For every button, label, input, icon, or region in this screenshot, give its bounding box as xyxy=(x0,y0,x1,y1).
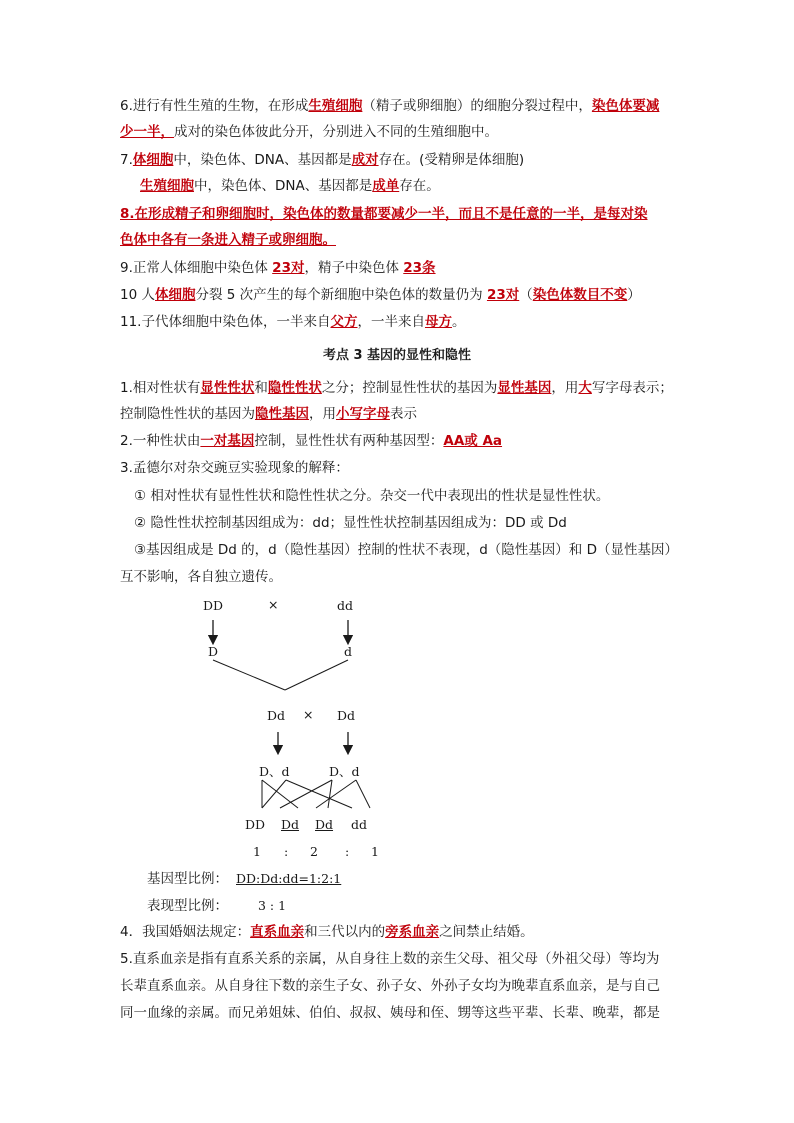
parent-genotype-2: dd xyxy=(337,598,354,613)
text: 4．我国婚姻法规定： xyxy=(120,924,251,940)
gamete-line xyxy=(262,780,286,808)
text: ，用 xyxy=(551,380,579,396)
genotype-ratio xyxy=(147,869,341,889)
text: 10 人 xyxy=(120,287,155,303)
text: 写字母表示； xyxy=(591,380,673,396)
highlight-term: 旁系血亲 xyxy=(385,924,440,940)
gamete-2: d xyxy=(344,644,353,659)
ratio-value: 1 xyxy=(371,844,379,859)
text: 控制，显性性状有两种基因型： xyxy=(254,433,444,449)
gamete-line xyxy=(262,780,298,808)
highlight-term: 父方 xyxy=(330,314,358,330)
text: 中，染色体、DNA、基因都是 xyxy=(194,178,373,194)
text: 表示 xyxy=(390,406,417,422)
highlight-term: 隐性基因 xyxy=(255,406,309,422)
highlight-term: 生殖细胞 xyxy=(308,98,363,114)
offspring-genotype: DD xyxy=(245,817,266,832)
item-8-cont: 色体中各有一条进入精子或卵细胞。 xyxy=(120,232,336,248)
highlight-term: 隐性性状 xyxy=(267,380,322,396)
text: （精子或卵细胞）的细胞分裂过程中， xyxy=(362,98,592,114)
text: 1.相对性状有 xyxy=(120,380,201,396)
text: 6.进行有性生殖的生物，在形成 xyxy=(120,98,309,114)
gamete-line xyxy=(316,780,356,808)
text: 存在。(受精卵是体细胞) xyxy=(378,152,525,168)
highlight-term: 显性基因 xyxy=(497,380,552,396)
point-3-item-3: ③基因组成是 Dd 的，d（隐性基因）控制的性状不表现，d（隐性基因）和 D（显性基因） xyxy=(134,542,678,558)
text: 之间禁止结婚。 xyxy=(439,924,534,940)
genotype-ratio-value: DD:Dd:dd=1:2:1 xyxy=(236,871,342,886)
highlight-term: 成对 xyxy=(351,152,379,168)
text: ，一半来自 xyxy=(357,314,425,330)
f1-genotype-2: Dd xyxy=(337,708,356,723)
highlight-term: 成单 xyxy=(372,178,400,194)
label: 表现型比例： xyxy=(147,898,228,914)
highlight-term: AA或 Aa xyxy=(443,433,503,449)
highlight-term: 23对 xyxy=(272,260,305,276)
gamete-line xyxy=(356,780,370,808)
text: （ xyxy=(519,287,533,303)
highlight-term: 少一半， xyxy=(120,124,174,140)
text: 分裂 5 次产生的每个新细胞中染色体的数量仍为 xyxy=(195,287,487,303)
highlight-term: 生殖细胞 xyxy=(140,178,194,194)
cross-symbol: × xyxy=(268,597,279,612)
offspring-genotype: dd xyxy=(351,817,368,832)
point-5-cont-1: 长辈直系血亲。从自身往下数的亲生子女、孙子女、外孙子女均为晚辈直系血亲，是与自己 xyxy=(120,978,660,994)
text: 控制隐性性状的基因为 xyxy=(120,406,255,422)
phenotype-ratio-value: 3 : 1 xyxy=(258,898,287,913)
text: 和三代以内的 xyxy=(304,924,386,940)
highlight-term: 体细胞 xyxy=(132,152,174,168)
point-3: 3.孟德尔对杂交豌豆实验现象的解释： xyxy=(120,460,349,476)
text: 之分；控制显性性状的基因为 xyxy=(321,380,498,396)
parent-genotype-1: DD xyxy=(203,598,224,613)
ratio-value: : xyxy=(345,844,350,859)
highlight-term: 23条 xyxy=(403,260,436,276)
text: 存在。 xyxy=(399,178,440,194)
highlight-term: 要减 xyxy=(632,98,660,114)
point-4 xyxy=(120,922,534,942)
section-title: 考点 3 基因的显性和隐性 xyxy=(322,348,472,363)
highlight-term: 染色体 xyxy=(591,98,633,114)
text: 。 xyxy=(451,314,466,330)
text: 2.一种性状由 xyxy=(120,433,201,449)
highlight-term: 显性性状 xyxy=(200,380,255,396)
highlight-term: 23对 xyxy=(486,287,520,303)
ratio-value: 2 xyxy=(310,844,318,859)
gamete-1: D xyxy=(208,644,219,659)
text: ，精子中染色体 xyxy=(304,260,404,276)
join-line xyxy=(213,660,285,690)
highlight-term: 染色体数目不变 xyxy=(532,287,628,303)
text: ，用 xyxy=(309,406,336,422)
point-3-item-2: ② 隐性性状控制基因组成为：dd；显性性状控制基因组成为：DD 或 Dd xyxy=(134,515,567,531)
join-line xyxy=(285,660,348,690)
cross-symbol: × xyxy=(303,707,314,722)
text: 和 xyxy=(254,380,268,396)
highlight-term: 一对基因 xyxy=(200,433,255,449)
gamete-line xyxy=(286,780,352,808)
gamete-line xyxy=(280,780,332,808)
phenotype-ratio xyxy=(147,896,286,916)
gamete-line xyxy=(328,780,332,808)
item-8: 8.在形成精子和卵细胞时，染色体的数量都要减少一半，而且不是任意的一半，是每对染 xyxy=(120,206,648,222)
point-5: 5.直系血亲是指有直系关系的亲属，从自身往上数的亲生父母、祖父母（外祖父母）等均为 xyxy=(120,951,660,967)
f1-gametes-1: D、d xyxy=(259,764,290,779)
text: 中，染色体、DNA、基因都是 xyxy=(173,152,352,168)
point-3-item-3-cont: 互不影响，各自独立遗传。 xyxy=(120,569,282,585)
highlight-term: 母方 xyxy=(424,314,452,330)
offspring-genotype: Dd xyxy=(281,817,300,832)
text: 7. xyxy=(120,152,133,168)
text: ） xyxy=(627,287,641,303)
text: 11.子代体细胞中染色体，一半来自 xyxy=(120,314,331,330)
f1-gametes-2: D、d xyxy=(329,764,360,779)
ratio-value: 1 xyxy=(253,844,261,859)
highlight-term: 小写字母 xyxy=(336,406,390,422)
highlight-term: 直系血亲 xyxy=(250,924,305,940)
text: 成对的染色体彼此分开，分别进入不同的生殖细胞中。 xyxy=(174,124,498,140)
text: 9.正常人体细胞中染色体 xyxy=(120,260,273,276)
point-3-item-1: ① 相对性状有显性性状和隐性性状之分。杂交一代中表现出的性状是显性性状。 xyxy=(134,488,610,504)
ratio-colon: : xyxy=(284,844,289,859)
label: 基因型比例： xyxy=(147,871,228,887)
point-5-cont-2: 同一血缘的亲属。而兄弟姐妹、伯伯、叔叔、姨母和侄、甥等这些平辈、长辈、晚辈，都是 xyxy=(120,1005,660,1021)
highlight-term: 体细胞 xyxy=(154,287,196,303)
offspring-genotype: Dd xyxy=(315,817,334,832)
f1-genotype-1: Dd xyxy=(267,708,286,723)
highlight-term: 大 xyxy=(578,380,592,396)
